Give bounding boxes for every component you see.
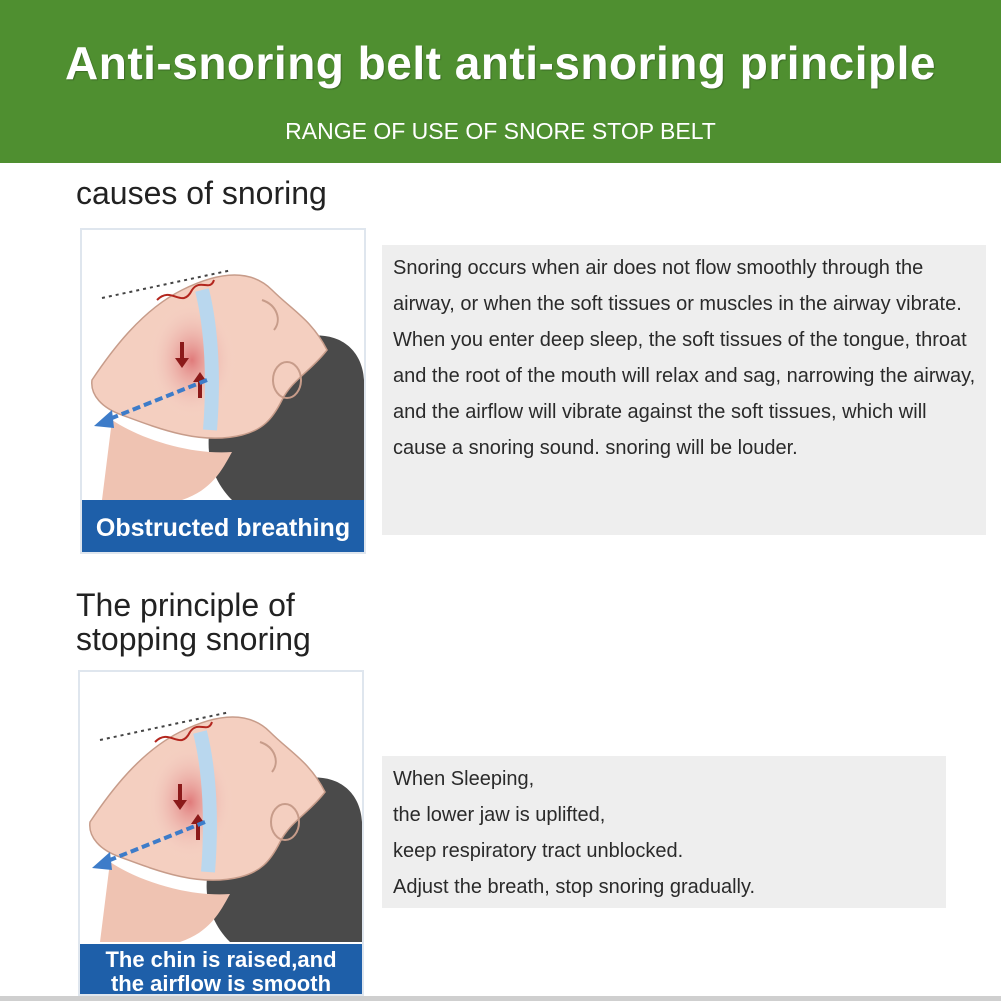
- obstructed-breathing-illustration: [80, 228, 366, 554]
- principle-description-panel: [382, 756, 946, 908]
- principle-caption-line1: The chin is raised,and: [105, 947, 337, 972]
- causes-caption: Obstructed breathing: [82, 500, 364, 554]
- page-title: Anti-snoring belt anti-snoring principle: [65, 37, 936, 89]
- principle-line-1: When Sleeping,: [393, 768, 535, 790]
- principle-heading-line2: stopping snoring: [76, 621, 311, 657]
- causes-description-panel: [382, 245, 986, 535]
- bottom-divider: [0, 996, 1001, 1001]
- causes-heading: causes of snoring: [76, 175, 327, 211]
- chin-raised-illustration: [78, 670, 364, 996]
- principle-heading-line1: The principle of: [76, 587, 295, 623]
- principle-caption-line2: the airflow is smooth: [110, 971, 332, 996]
- principle-caption: [80, 944, 362, 996]
- page-subtitle: RANGE OF USE OF SNORE STOP BELT: [285, 118, 716, 144]
- principle-line-3: keep respiratory tract unblocked.: [393, 840, 684, 862]
- principle-line-4: Adjust the breath, stop snoring gradually.: [393, 876, 756, 898]
- header-banner: [0, 0, 1001, 163]
- causes-description: Snoring occurs when air does not flow smoothly through the airway, or when the soft tissues or muscles in the airway vibrate. When you enter deep sleep, the soft tissues of the tongue, throat and the root of the mouth will relax and sag, narrowing the airway, and the airflow will vibrate against the soft tissues, which will cause a snoring sound. snoring will be louder.: [393, 257, 976, 459]
- principle-line-2: the lower jaw is uplifted,: [393, 804, 606, 826]
- principle-heading: [76, 588, 311, 656]
